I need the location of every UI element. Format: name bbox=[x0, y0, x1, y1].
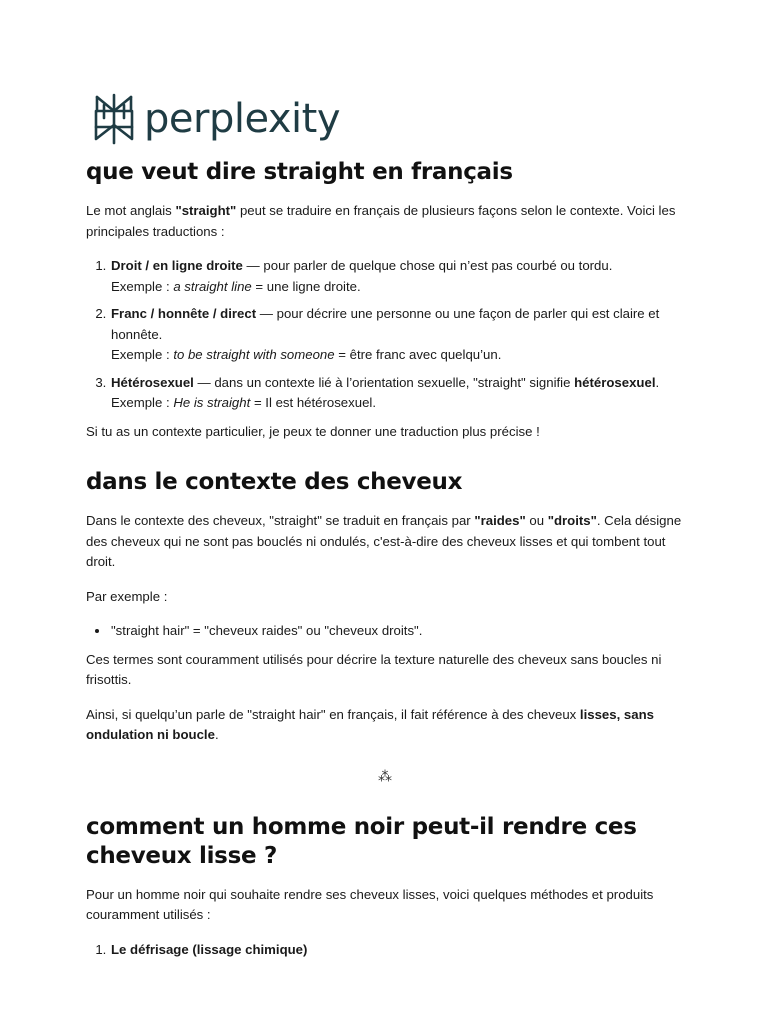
answer-content bbox=[86, 158, 684, 968]
methods-list bbox=[86, 940, 684, 961]
summary-paragraph: Ainsi, si quelqu’un parle de "straight hair" en français, il fait référence à des cheveux lisses, sans ondulation ni boucle. bbox=[86, 706, 654, 742]
section-title: comment un homme noir peut-il rendre ces cheveux lisse ? bbox=[86, 813, 637, 869]
list-item: 2. Franc / honnête / direct — pour décrire une personne ou une façon de parler qui est claire et honnête. Exemple : to be straight with someone = être franc avec quelqu’un. bbox=[110, 304, 684, 366]
example-list bbox=[86, 621, 684, 642]
perplexity-logo bbox=[93, 93, 340, 145]
perplexity-logo-icon bbox=[93, 93, 135, 145]
list-item: • "straight hair" = "cheveux raides" ou "cheveux droits". bbox=[110, 621, 684, 642]
section-title: que veut dire straight en français bbox=[86, 159, 513, 185]
translations-list bbox=[86, 256, 684, 414]
intro-paragraph: Le mot anglais "straight" peut se traduire en français de plusieurs façons selon le contexte. Voici les principales traductions : bbox=[86, 203, 676, 239]
section-title: dans le contexte des cheveux bbox=[86, 469, 463, 495]
usage-paragraph: Ces termes sont couramment utilisés pour décrire la texture naturelle des cheveux sans boucles ni frisottis. bbox=[86, 651, 662, 687]
list-item: 1. Le défrisage (lissage chimique) bbox=[110, 940, 684, 961]
list-item: 3. Hétérosexuel — dans un contexte lié à l’orientation sexuelle, "straight" signifie hétérosexuel. Exemple : He is straight = Il est hétérosexuel. bbox=[110, 373, 684, 414]
example-label: Par exemple : bbox=[86, 588, 168, 604]
intro-paragraph: Pour un homme noir qui souhaite rendre ses cheveux lisses, voici quelques méthodes et produits couramment utilisés : bbox=[86, 886, 654, 922]
brand-name: perplexity bbox=[144, 96, 340, 142]
list-item: 1. Droit / en ligne droite — pour parler de quelque chose qui n’est pas courbé ou tordu. Exemple : a straight line = une ligne droite. bbox=[110, 256, 684, 297]
closing-paragraph: Si tu as un contexte particulier, je peux te donner une traduction plus précise ! bbox=[86, 423, 540, 439]
section-separator: ⁂ bbox=[378, 767, 392, 784]
hair-paragraph: Dans le contexte des cheveux, "straight" se traduit en français par "raides" ou "droits". Cela désigne des cheveux qui ne sont pas bouclés ni ondulés, c'est-à-dire des cheveux lisses et qui tombent tout droit. bbox=[86, 513, 682, 569]
